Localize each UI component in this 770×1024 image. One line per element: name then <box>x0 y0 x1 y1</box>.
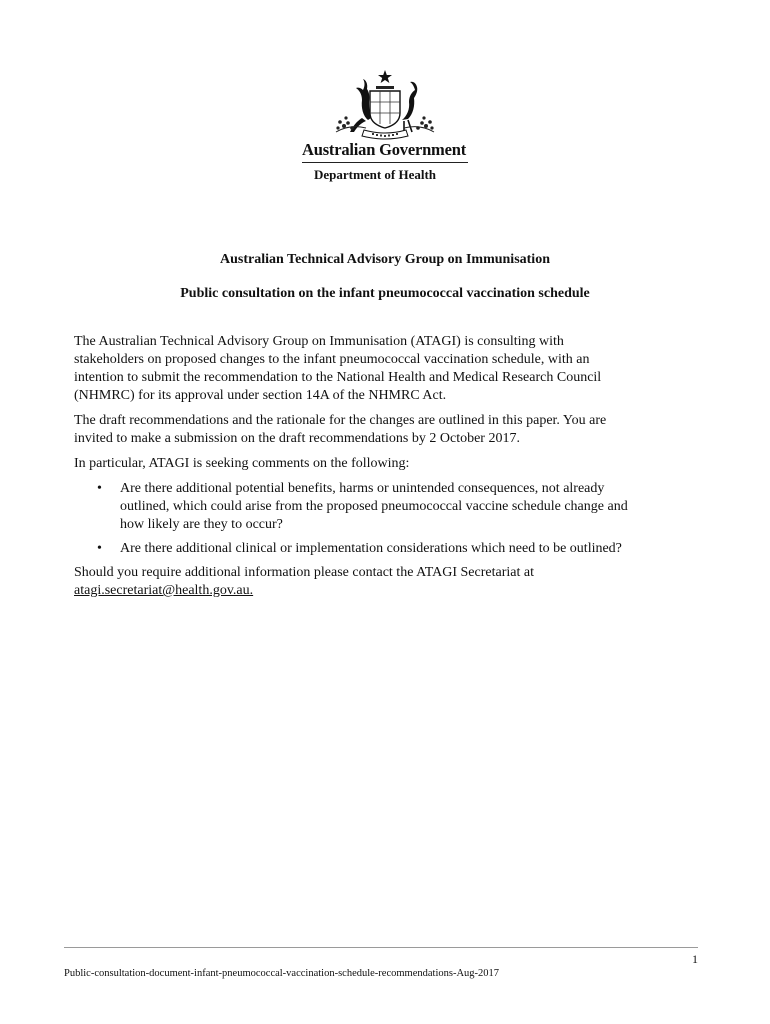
department-name: Department of Health <box>314 167 437 182</box>
contact-email-link[interactable]: atagi.secretariat@health.gov.au. <box>74 583 254 598</box>
text-line: Are there additional potential benefits, harms or unintended consequences, not already <box>120 481 605 496</box>
text-line: In particular, ATAGI is seeking comments on the following: <box>74 456 410 471</box>
seeking-paragraph <box>74 455 698 473</box>
list-item <box>74 480 698 534</box>
draft-paragraph <box>74 412 698 448</box>
text-line: invited to make a submission on the draft recommendations by 2 October 2017. <box>74 431 520 446</box>
government-name: Australian Government <box>302 140 466 159</box>
text-line: The draft recommendations and the rationale for the changes are outlined in this paper. You are <box>74 413 607 428</box>
page-number: 1 <box>692 952 698 966</box>
text-line: (NHMRC) for its approval under section 14A of the NHMRC Act. <box>74 388 447 403</box>
coat-of-arms-emblem <box>330 66 440 140</box>
text-line: The Australian Technical Advisory Group on Immunisation (ATAGI) is consulting with <box>74 334 564 349</box>
text-line: outlined, which could arise from the proposed pneumococcal vaccine schedule change and <box>120 499 628 514</box>
text-line: Should you require additional information please contact the ATAGI Secretariat at <box>74 565 534 580</box>
consultation-title: Public consultation on the infant pneumococcal vaccination schedule <box>180 286 590 301</box>
question-list <box>74 480 698 558</box>
contact-paragraph <box>74 564 698 600</box>
footer-divider <box>64 947 698 948</box>
bullet-icon: • <box>97 481 102 496</box>
list-item <box>74 540 698 558</box>
bullet-icon: • <box>97 541 102 556</box>
text-line: intention to submit the recommendation to the National Health and Medical Research Council <box>74 370 602 385</box>
text-line: Are there additional clinical or implementation considerations which need to be outlined? <box>120 541 622 556</box>
intro-paragraph <box>74 333 698 405</box>
organisation-title: Australian Technical Advisory Group on Immunisation <box>220 252 550 267</box>
document-body <box>74 333 698 607</box>
text-line: stakeholders on proposed changes to the infant pneumococcal vaccination schedule, with an <box>74 352 590 367</box>
document-filename: Public-consultation-document-infant-pneumococcal-vaccination-schedule-recommendations-Aug-2017 <box>64 968 500 979</box>
header-divider <box>302 162 468 163</box>
text-line: how likely are they to occur? <box>120 517 283 532</box>
